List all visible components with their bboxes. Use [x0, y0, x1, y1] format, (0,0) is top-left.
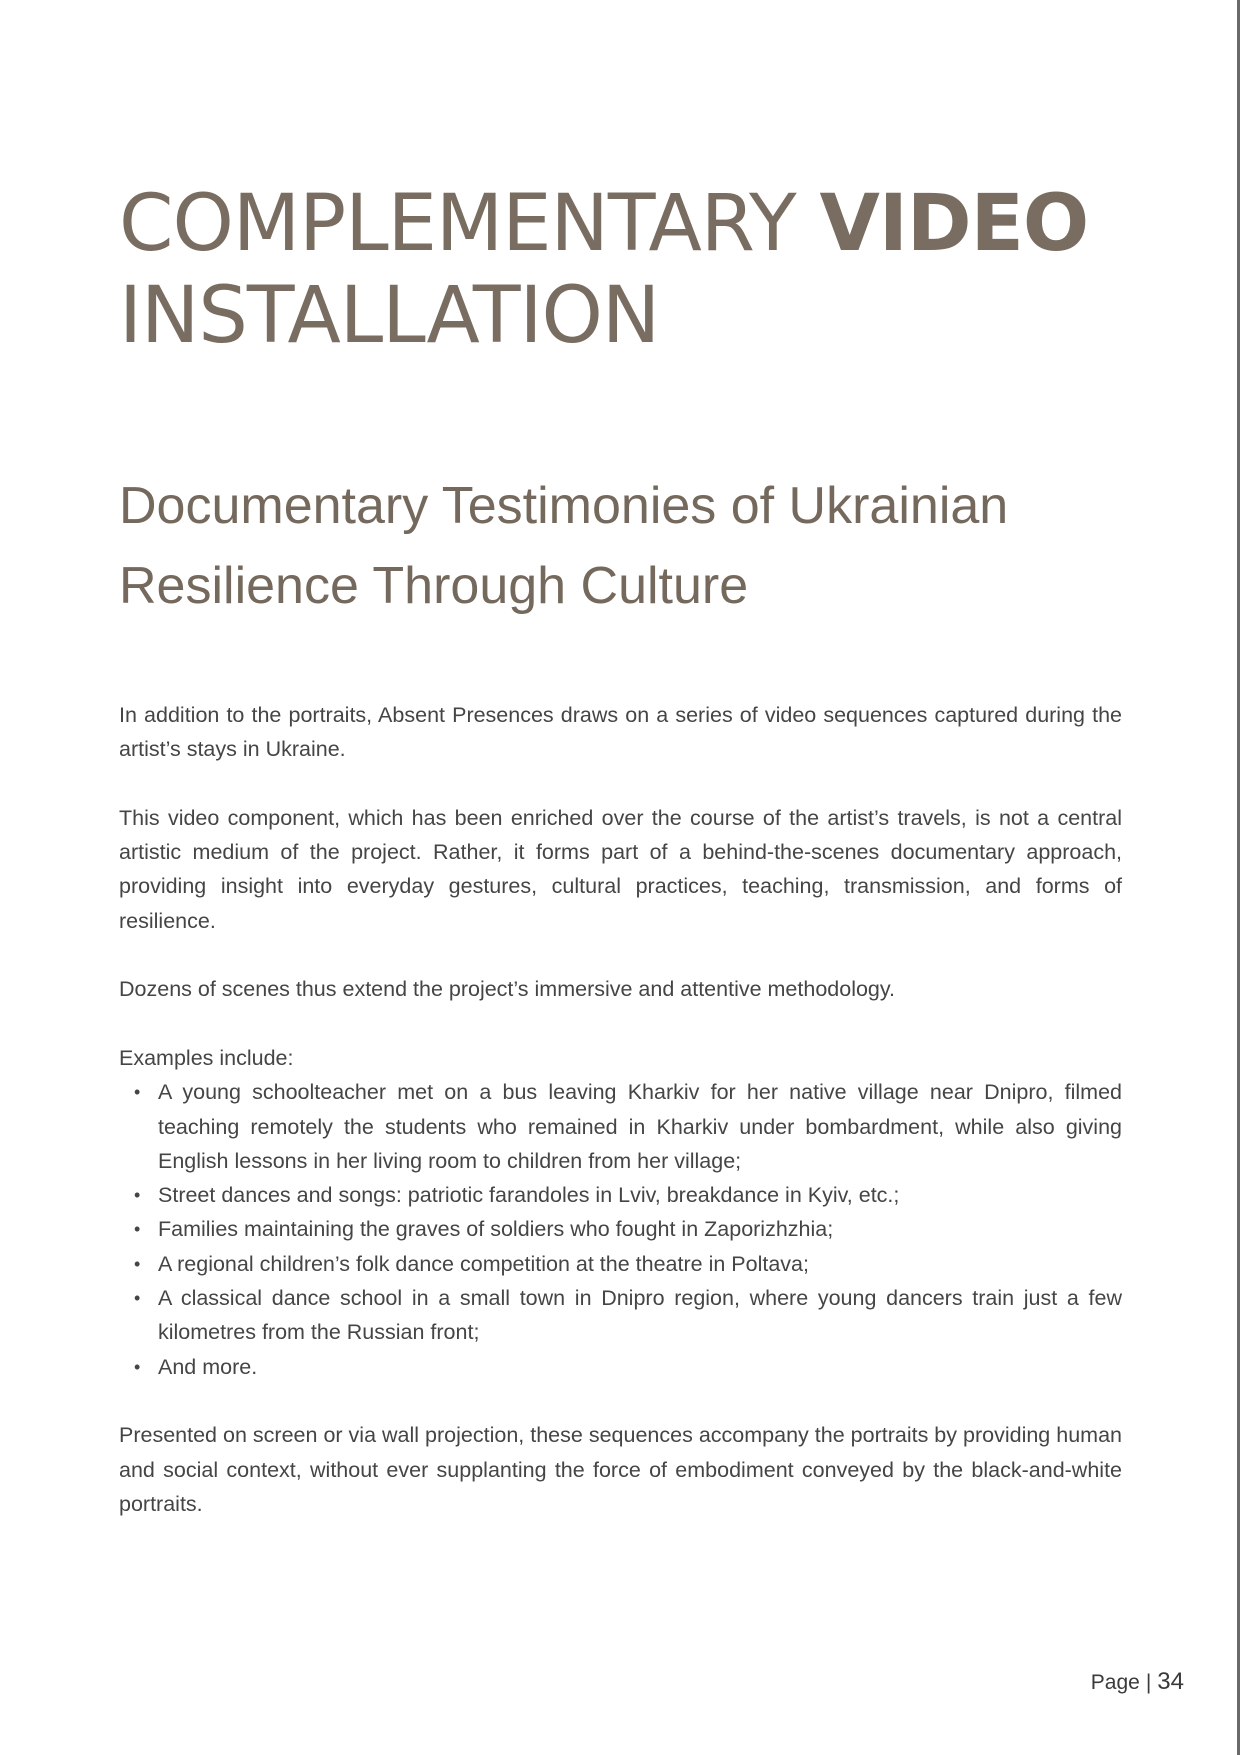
paragraph-presentation: Presented on screen or via wall projection, these sequences accompany the portraits by providing human and social context, without ever supplanting the force of embodiment conveyed by the black-and-white portraits. [119, 1423, 1122, 1516]
list-item [134, 1178, 1122, 1212]
bullet-icon: • [134, 1288, 141, 1309]
section-subtitle [119, 466, 1122, 626]
paragraph-video-component: This video component, which has been enriched over the course of the artist’s travels, is not a central artistic medium of the project. Rather, it forms part of a behind-the-scenes documentary approach, providing insight into everyday gestures, cultural practices, teaching, transmission, and forms of resilience. [119, 805, 1122, 933]
examples-intro: Examples include: [119, 1045, 294, 1070]
list-item-text: Families maintaining the graves of soldiers who fought in Zaporizhzhia; [158, 1217, 834, 1242]
page-label: Page [1090, 1671, 1140, 1694]
list-item [134, 1075, 1122, 1178]
paragraph-intro-portraits: In addition to the portraits, Absent Presences draws on a series of video sequences captured during the artist’s stays in Ukraine. [119, 703, 1122, 762]
subtitle-line-2: Resilience Through Culture [119, 557, 749, 615]
page-separator: | [1145, 1671, 1152, 1694]
list-item [134, 1281, 1122, 1350]
bullet-icon: • [134, 1356, 141, 1377]
bullet-icon: • [134, 1219, 141, 1240]
subtitle-line-1: Documentary Testimonies of Ukrainian [119, 477, 1009, 535]
page-footer [1091, 1668, 1184, 1696]
title-regular-word: COMPLEMENTARY [119, 179, 796, 269]
list-item [134, 1212, 1122, 1246]
list-item [134, 1350, 1122, 1384]
page-number: 34 [1157, 1668, 1184, 1695]
list-item [134, 1247, 1122, 1281]
bullet-icon: • [134, 1253, 141, 1274]
list-item-text: A young schoolteacher met on a bus leaving Kharkiv for her native village near Dnipro, filmed teaching remotely the students who remained in Kharkiv under bombardment, while also giving English lessons in her living room to children from her village; [158, 1080, 1122, 1173]
list-item-text: Street dances and songs: patriotic farandoles in Lviv, breakdance in Kyiv, etc.; [158, 1183, 900, 1208]
bullet-icon: • [134, 1082, 141, 1103]
page-content [119, 178, 1122, 1555]
examples-list [119, 1075, 1122, 1384]
bullet-icon: • [134, 1185, 141, 1206]
paragraph-scenes: Dozens of scenes thus extend the project’s immersive and attentive methodology. [119, 977, 896, 1002]
list-item-text: And more. [158, 1354, 258, 1379]
title-bold-word: VIDEO [819, 179, 1089, 269]
list-item-text: A classical dance school in a small town in Dnipro region, where young dancers train just a few kilometres from the Russian front; [158, 1286, 1122, 1345]
title-line-2: INSTALLATION [119, 271, 660, 361]
page-title [119, 178, 1122, 362]
body-text [119, 698, 1122, 1521]
list-item-text: A regional children’s folk dance competition at the theatre in Poltava; [158, 1251, 809, 1276]
